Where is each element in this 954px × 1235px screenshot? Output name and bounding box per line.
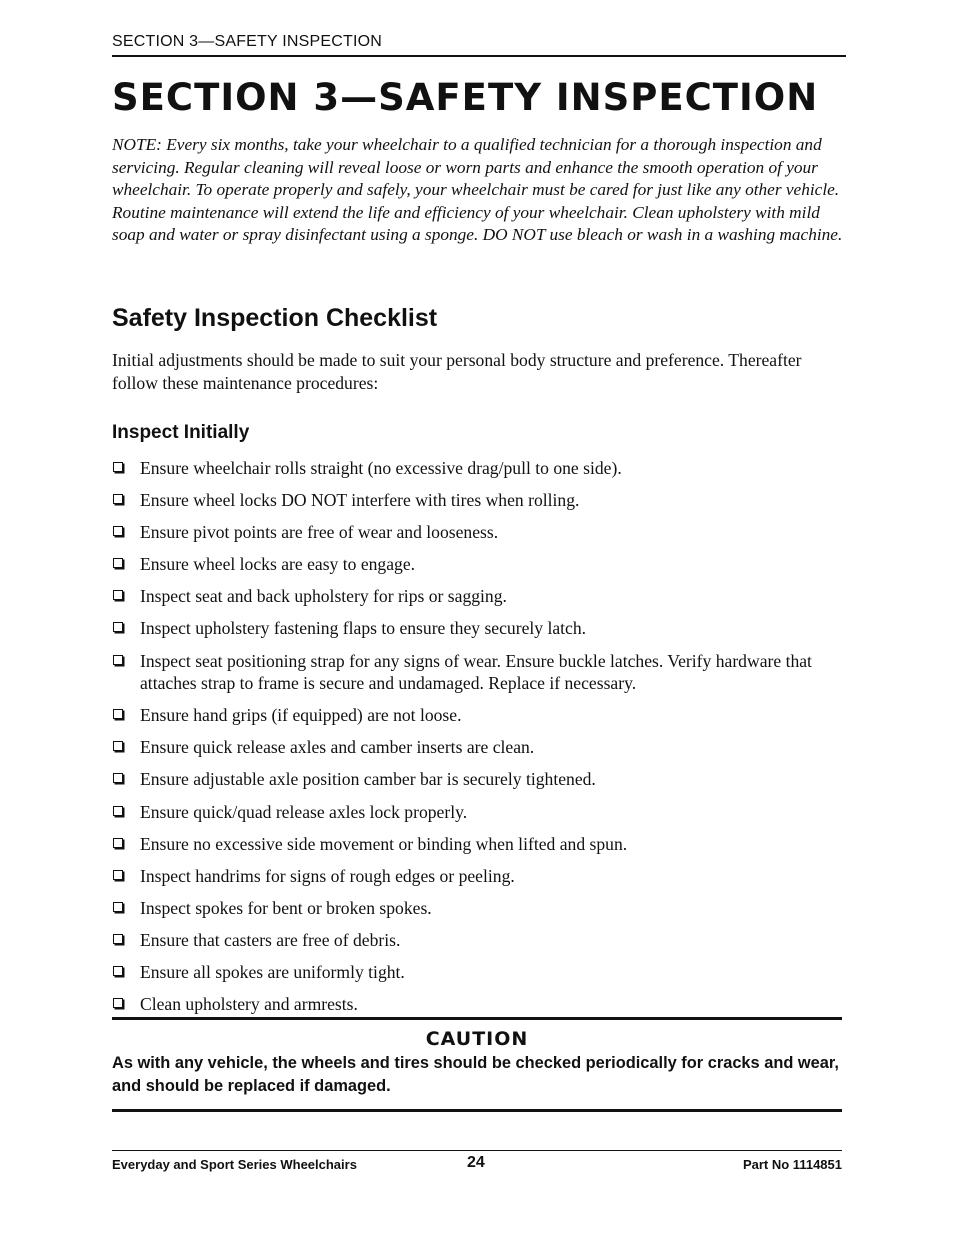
page-title: SECTION 3—SAFETY INSPECTION xyxy=(112,76,819,119)
checklist-item-text: Ensure wheel locks are easy to engage. xyxy=(140,554,416,575)
checkbox-icon xyxy=(113,709,123,719)
checkbox-icon xyxy=(113,870,123,880)
checklist-item xyxy=(112,617,847,640)
checklist-item-text: Inspect handrims for signs of rough edges or peeling. xyxy=(140,865,515,886)
checklist-item xyxy=(112,865,847,888)
checkbox-icon xyxy=(113,838,123,848)
page-number: 24 xyxy=(467,1154,485,1171)
checklist-item xyxy=(112,521,847,544)
checklist-item xyxy=(112,585,847,608)
checkbox-icon xyxy=(113,773,123,783)
footer-part-number: Part No 1114851 xyxy=(742,1157,842,1172)
checklist-item xyxy=(112,768,847,791)
checklist-item-text: Inspect seat and back upholstery for rips or sagging. xyxy=(140,586,507,607)
caution-title: CAUTION xyxy=(425,1028,529,1050)
checkbox-icon xyxy=(113,494,123,504)
checklist-item xyxy=(112,553,847,576)
checkbox-icon xyxy=(113,526,123,536)
maintenance-note: NOTE: Every six months, take your wheelchair to a qualified technician for a thorough inspection and servicing. Regular cleaning will reveal loose or worn parts and enhance the smooth operation of your wheelchair. To operate properly and safely, your wheelchair must be cared for just like any other vehicle. Routine maintenance will extend the life and efficiency of your wheelchair. Clean upholstery with mild soap and water or spray disinfectant using a sponge. DO NOT use bleach or wash in a washing machine. xyxy=(112,135,843,245)
checklist-item-text: Ensure quick/quad release axles lock properly. xyxy=(140,801,468,822)
checkbox-icon xyxy=(113,655,123,665)
checklist-item-text: Ensure hand grips (if equipped) are not loose. xyxy=(140,705,462,726)
caution-bottom-rule xyxy=(112,1109,842,1112)
checklist-item-text: Ensure quick release axles and camber inserts are clean. xyxy=(140,737,535,758)
checklist-item xyxy=(112,929,847,952)
checklist-item-text: Ensure that casters are free of debris. xyxy=(140,929,401,950)
checkbox-icon xyxy=(113,806,123,816)
checkbox-icon xyxy=(113,966,123,976)
inspect-initially-heading: Inspect Initially xyxy=(112,422,250,443)
checkbox-icon xyxy=(113,998,123,1008)
checklist-heading: Safety Inspection Checklist xyxy=(112,304,438,332)
checklist-item-text: Ensure all spokes are uniformly tight. xyxy=(140,962,405,982)
checklist-item xyxy=(112,457,847,480)
checkbox-icon xyxy=(113,622,123,632)
checklist-item xyxy=(112,650,847,695)
inspection-checklist xyxy=(112,457,847,1025)
checkbox-icon xyxy=(113,462,123,472)
checklist-item xyxy=(112,961,847,984)
caution-text: As with any vehicle, the wheels and tires should be checked periodically for cracks and wear, and should be replaced if damaged. xyxy=(112,1054,839,1095)
checklist-item xyxy=(112,704,847,727)
checklist-item xyxy=(112,736,847,759)
caution-box xyxy=(112,1017,842,1097)
intro-paragraph: Initial adjustments should be made to suit your personal body structure and preference. Thereafter follow these maintenance procedures: xyxy=(112,350,802,393)
checkbox-icon xyxy=(113,902,123,912)
checkbox-icon xyxy=(113,934,123,944)
checklist-item-text: Ensure pivot points are free of wear and looseness. xyxy=(140,522,499,543)
header-rule xyxy=(112,55,846,57)
checklist-item-text: Ensure adjustable axle position camber bar is securely tightened. xyxy=(140,769,596,790)
checklist-item xyxy=(112,833,847,856)
checkbox-icon xyxy=(113,590,123,600)
footer-manual-title: Everyday and Sport Series Wheelchairs xyxy=(112,1157,357,1172)
checklist-item-text: Ensure wheelchair rolls straight (no excessive drag/pull to one side). xyxy=(140,458,622,478)
checklist-item-text: Ensure no excessive side movement or binding when lifted and spun. xyxy=(140,833,628,854)
checklist-item-text: Clean upholstery and armrests. xyxy=(140,994,358,1015)
checklist-item-text: Inspect seat positioning strap for any signs of wear. Ensure buckle latches. Verify hardware that attaches strap to frame is secure and undamaged. Replace if necessary. xyxy=(140,650,812,694)
caution-top-rule xyxy=(112,1017,842,1020)
checklist-item xyxy=(112,993,847,1016)
running-head: SECTION 3—SAFETY INSPECTION xyxy=(112,33,383,50)
footer-rule xyxy=(112,1150,842,1151)
checklist-item xyxy=(112,489,847,512)
checklist-item xyxy=(112,801,847,824)
checklist-item xyxy=(112,897,847,920)
checkbox-icon xyxy=(113,558,123,568)
checkbox-icon xyxy=(113,741,123,751)
checklist-item-text: Ensure wheel locks DO NOT interfere with tires when rolling. xyxy=(140,490,580,511)
checklist-item-text: Inspect upholstery fastening flaps to ensure they securely latch. xyxy=(140,618,587,639)
checklist-item-text: Inspect spokes for bent or broken spokes. xyxy=(140,897,432,918)
